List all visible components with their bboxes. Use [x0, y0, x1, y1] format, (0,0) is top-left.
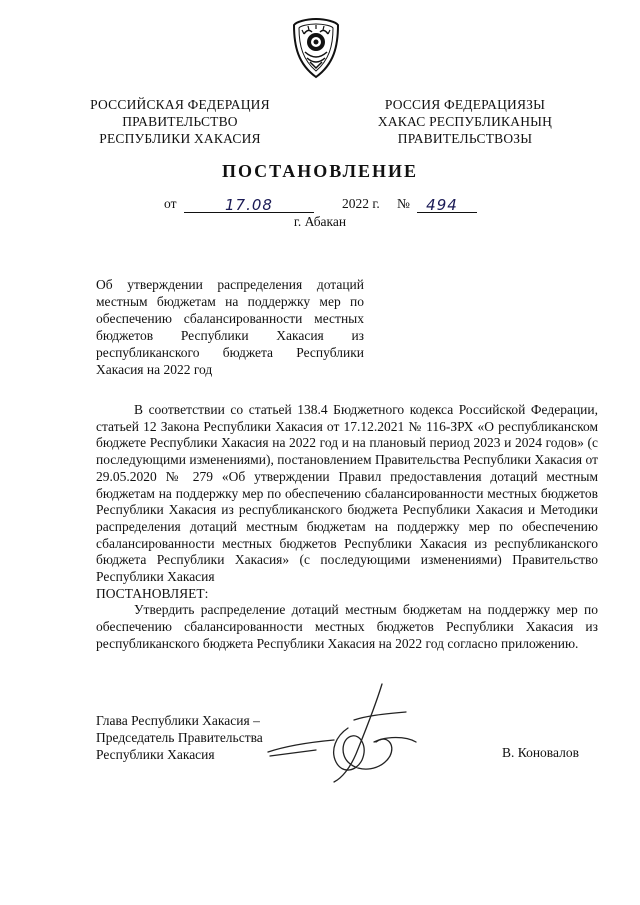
signatory-position [96, 712, 263, 763]
body-paragraph: В соответствии со статьей 138.4 Бюджетного кодекса Российской Федерации, статьей 12 Закона Республики Хакасия от 17.12.2021 № 116-ЗРХ «О республиканском бюджете Республики Хакасия на 2022 год и на плановый период 2023 и 2024 годов» (с последующими изменениями), постановлением Правительства Республики Хакасия от 29.05.2020 № 279 «Об утверждении Правил предоставления дотаций местным бюджетам на поддержку мер по обеспечению сбалансированности местных бюджетов Республики Хакасия из республиканского бюджета Республики Хакасия и Методики распределения дотаций местным бюджетам на поддержку мер по обеспечению сбалансированности местных бюджетов Республики Хакасия из республиканского бюджета Республики Хакасия» (с последующими изменениями) Правительство Республики Хакасия [96, 402, 598, 585]
coat-of-arms-emblem [288, 16, 344, 80]
body-paragraph: Утвердить распределение дотаций местным бюджетам на поддержку мер по обеспечению сбалансированности местных бюджетов Республики Хакасия из республиканского бюджета Республики Хакасия на 2022 год согласно приложению. [96, 602, 598, 651]
date-number-line [164, 196, 484, 216]
header-right-line: ПРАВИТЕЛЬСТВОЗЫ [397, 131, 533, 146]
date-year: 2022 г. [342, 196, 380, 211]
signatory-position-line: Глава Республики Хакасия – [96, 713, 260, 728]
document-body [96, 402, 598, 653]
city: г. Абакан [293, 214, 347, 229]
signatory-name: В. Коновалов [502, 745, 579, 760]
handwritten-signature [256, 680, 426, 790]
date-field [184, 196, 314, 213]
signatory-position-line: Председатель Правительства [96, 730, 263, 745]
header-right-line: РОССИЯ ФЕДЕРАЦИЯЗЫ [384, 97, 546, 112]
header-left-authority [80, 96, 280, 147]
number-sign: № [397, 196, 410, 211]
number-value: 494 [426, 196, 458, 214]
header-left-line: РОССИЙСКАЯ ФЕДЕРАЦИЯ [90, 97, 270, 112]
header-right-authority [370, 96, 560, 147]
header-right-line: ХАКАС РЕСПУБЛИКАНЫҢ [377, 114, 553, 129]
date-prefix: от [164, 196, 177, 211]
signatory-position-line: Республики Хакасия [96, 747, 215, 762]
document-title: ПОСТАНОВЛЕНИЕ [221, 161, 419, 181]
date-value: 17.08 [225, 196, 273, 214]
header-left-line: РЕСПУБЛИКИ ХАКАСИЯ [99, 131, 261, 146]
decree-word: ПОСТАНОВЛЯЕТ: [96, 585, 209, 601]
number-field [417, 196, 477, 213]
document-subject: Об утверждении распределения дотаций местным бюджетам на поддержку мер по обеспечению сбалансированности местных бюджетов Республики Хакасия из республиканского бюджета Республики Хакасия на 2022 год [96, 277, 364, 377]
header-left-line: ПРАВИТЕЛЬСТВО [122, 114, 238, 129]
